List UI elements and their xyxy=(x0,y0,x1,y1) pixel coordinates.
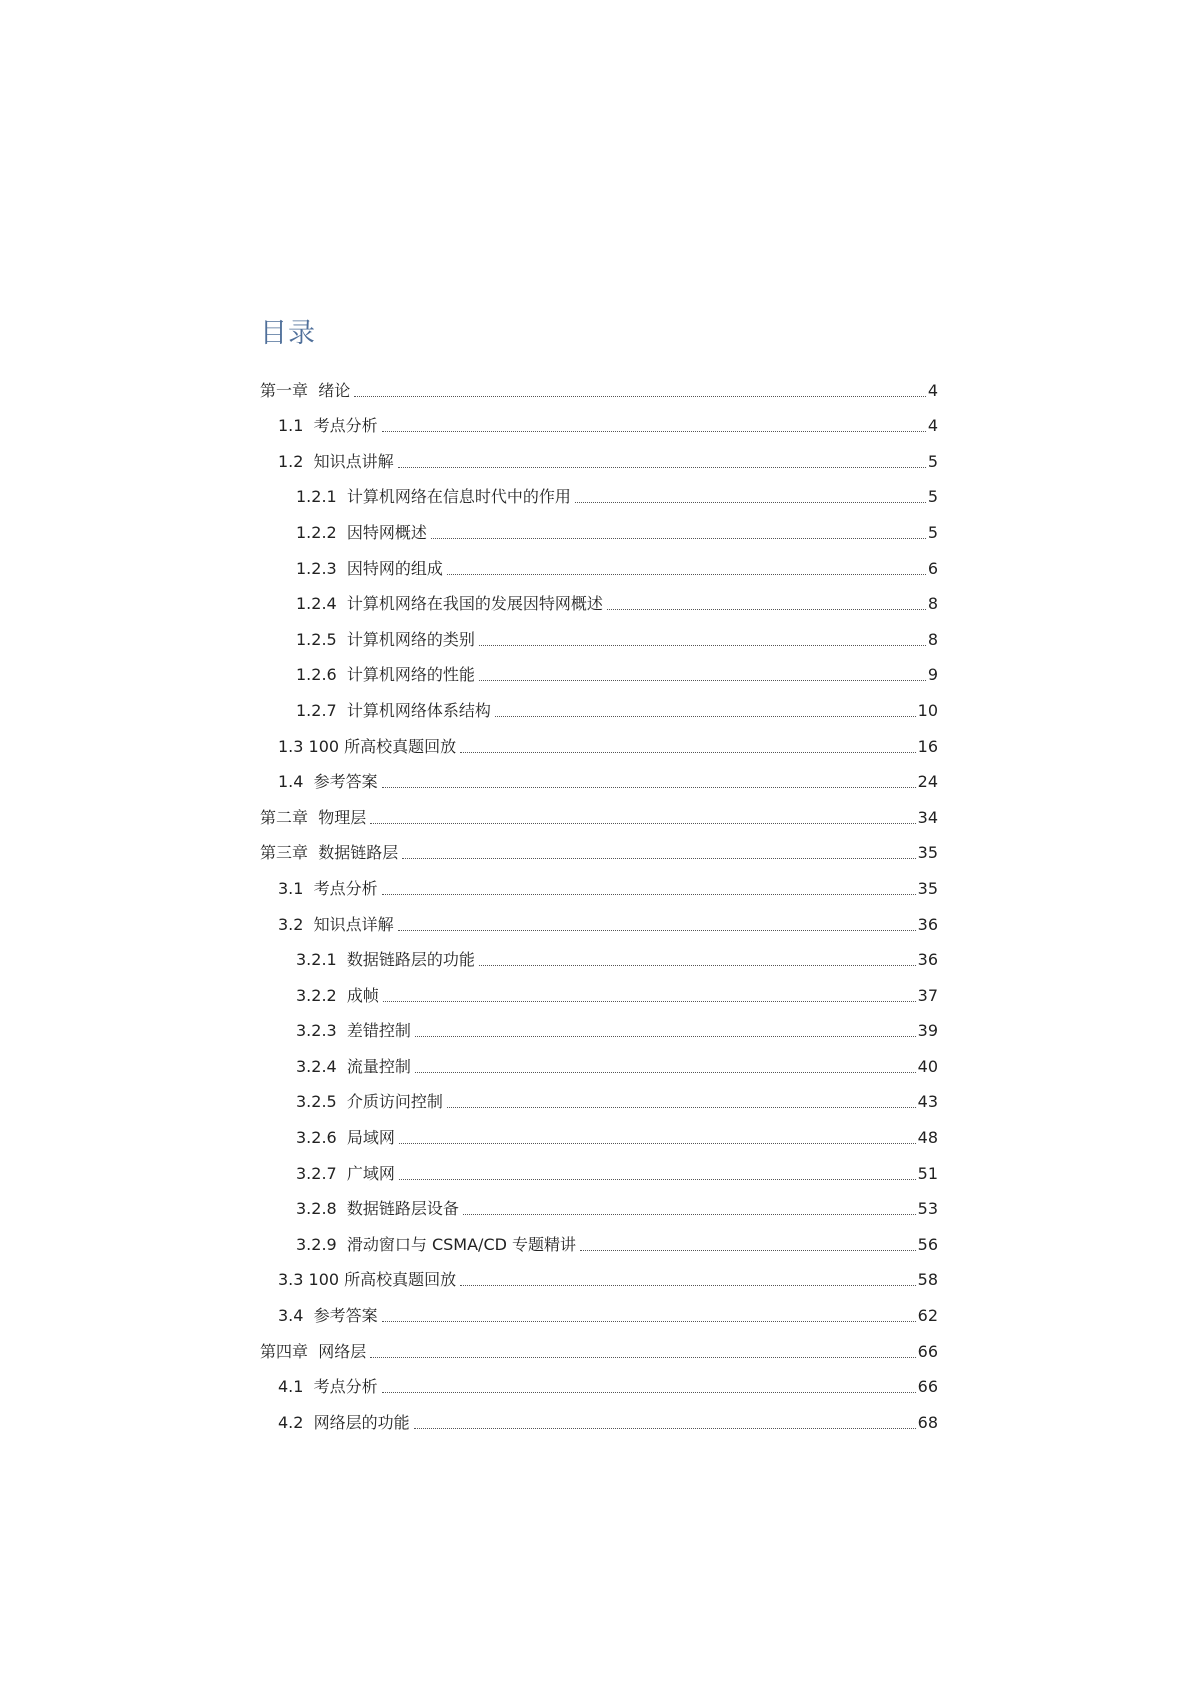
toc-entry[interactable] xyxy=(260,899,938,935)
toc-dot-leader xyxy=(460,751,915,753)
toc-entry-page-number: 53 xyxy=(917,1199,938,1219)
toc-entry[interactable] xyxy=(260,650,938,686)
toc-entry-page-number: 62 xyxy=(917,1306,938,1326)
toc-entry-number: 3.2.2 xyxy=(296,985,347,1005)
toc-entry-number: 3.4 xyxy=(278,1306,314,1326)
toc-entry-label: 计算机网络体系结构 xyxy=(346,700,491,720)
toc-entry-label: 滑动窗口与 CSMA/CD 专题精讲 xyxy=(346,1234,577,1254)
toc-entry-label: 因特网的组成 xyxy=(346,558,443,578)
toc-entry-number: 3.3 xyxy=(278,1270,309,1290)
toc-entry-label: 网络层的功能 xyxy=(313,1412,410,1432)
toc-dot-leader xyxy=(382,430,926,432)
toc-entry-number: 1.2.4 xyxy=(296,594,347,614)
toc-entry[interactable] xyxy=(260,1077,938,1113)
toc-dot-leader xyxy=(370,1356,915,1358)
toc-dot-leader xyxy=(414,1427,916,1429)
toc-entry-label: 计算机网络在信息时代中的作用 xyxy=(346,487,571,507)
toc-entry-number: 3.2.1 xyxy=(296,950,347,970)
toc-dot-leader xyxy=(460,1284,915,1286)
toc-entry-number: 1.2.6 xyxy=(296,665,347,685)
toc-entry-page-number: 5 xyxy=(927,451,938,471)
toc-entry-page-number: 5 xyxy=(927,522,938,542)
toc-entry-number: 1.2.2 xyxy=(296,522,347,542)
toc-entry[interactable] xyxy=(260,1290,938,1326)
toc-entry[interactable] xyxy=(260,1006,938,1042)
toc-dot-leader xyxy=(580,1249,916,1251)
toc-entry-number: 3.2.3 xyxy=(296,1021,347,1041)
toc-entry-page-number: 34 xyxy=(917,807,938,827)
toc-entry-number: 1.4 xyxy=(278,772,314,792)
toc-dot-leader xyxy=(575,501,926,503)
toc-dot-leader xyxy=(415,1035,916,1037)
toc-entry-label: 知识点讲解 xyxy=(313,451,394,471)
toc-entry[interactable] xyxy=(260,1326,938,1362)
toc-entry-number: 3.2.6 xyxy=(296,1128,347,1148)
toc-entry[interactable] xyxy=(260,1255,938,1291)
toc-entry-label: 流量控制 xyxy=(346,1056,411,1076)
toc-entry-number: 3.2.7 xyxy=(296,1163,347,1183)
toc-entry-number: 3.2.8 xyxy=(296,1199,347,1219)
toc-dot-leader xyxy=(382,1391,916,1393)
toc-dot-leader xyxy=(399,1142,916,1144)
toc-entry-label: 局域网 xyxy=(346,1128,395,1148)
toc-entry-label: 成帧 xyxy=(346,985,379,1005)
toc-entry-page-number: 66 xyxy=(917,1341,938,1361)
toc-entry-number: 3.2.5 xyxy=(296,1092,347,1112)
toc-entry-page-number: 16 xyxy=(917,736,938,756)
toc-entry-label: 参考答案 xyxy=(313,1306,378,1326)
toc-entry-page-number: 10 xyxy=(917,700,938,720)
toc-entry-label: 计算机网络在我国的发展因特网概述 xyxy=(346,594,603,614)
toc-entry-page-number: 8 xyxy=(927,629,938,649)
toc-entry-page-number: 48 xyxy=(917,1128,938,1148)
toc-entry-number: 3.1 xyxy=(278,878,314,898)
toc-entry-label: 100 所高校真题回放 xyxy=(308,1270,457,1290)
toc-entry-page-number: 36 xyxy=(917,950,938,970)
toc-entry[interactable] xyxy=(260,1362,938,1398)
toc-entry-page-number: 4 xyxy=(927,416,938,436)
toc-entry-page-number: 8 xyxy=(927,594,938,614)
toc-entry-label: 绪论 xyxy=(318,380,351,400)
toc-dot-leader xyxy=(463,1213,916,1215)
toc-entry[interactable] xyxy=(260,792,938,828)
toc-dot-leader xyxy=(415,1071,916,1073)
toc-dot-leader xyxy=(383,1000,916,1002)
toc-entry[interactable] xyxy=(260,1184,938,1220)
toc-entry[interactable] xyxy=(260,365,938,401)
toc-entry[interactable] xyxy=(260,1219,938,1255)
toc-dot-leader xyxy=(382,786,916,788)
toc-entry[interactable] xyxy=(260,828,938,864)
toc-entry-label: 物理层 xyxy=(318,807,367,827)
toc-entry-page-number: 40 xyxy=(917,1056,938,1076)
toc-entry[interactable] xyxy=(260,721,938,757)
toc-entry-page-number: 51 xyxy=(917,1163,938,1183)
toc-title: 目录 xyxy=(260,318,316,349)
toc-entry-page-number: 35 xyxy=(917,843,938,863)
toc-entry[interactable] xyxy=(260,579,938,615)
toc-entry-page-number: 4 xyxy=(927,380,938,400)
toc-entry-page-number: 66 xyxy=(917,1377,938,1397)
toc-entry-label: 考点分析 xyxy=(313,878,378,898)
toc-entry-number: 1.2.3 xyxy=(296,558,347,578)
toc-dot-leader xyxy=(479,644,926,646)
toc-entry-number: 1.2.7 xyxy=(296,700,347,720)
table-of-contents xyxy=(260,365,938,1433)
toc-entry[interactable] xyxy=(260,935,938,971)
toc-entry-label: 考点分析 xyxy=(313,1377,378,1397)
toc-entry-label: 因特网概述 xyxy=(346,522,427,542)
toc-dot-leader xyxy=(431,537,926,539)
toc-entry-number: 1.2.1 xyxy=(296,487,347,507)
toc-entry-number: 1.2 xyxy=(278,451,314,471)
toc-entry-page-number: 56 xyxy=(917,1234,938,1254)
toc-entry-number: 3.2 xyxy=(278,914,314,934)
toc-entry-page-number: 35 xyxy=(917,878,938,898)
toc-entry-label: 参考答案 xyxy=(313,772,378,792)
toc-dot-leader xyxy=(447,573,926,575)
toc-entry-page-number: 5 xyxy=(927,487,938,507)
toc-entry[interactable] xyxy=(260,507,938,543)
toc-entry[interactable] xyxy=(260,1397,938,1433)
toc-dot-leader xyxy=(399,1178,916,1180)
toc-dot-leader xyxy=(479,964,916,966)
toc-entry-label: 知识点详解 xyxy=(313,914,394,934)
toc-entry-page-number: 43 xyxy=(917,1092,938,1112)
toc-entry-number: 第一章 xyxy=(260,380,319,400)
toc-entry-label: 数据链路层的功能 xyxy=(346,950,475,970)
toc-entry-label: 介质访问控制 xyxy=(346,1092,443,1112)
toc-entry-page-number: 37 xyxy=(917,985,938,1005)
toc-entry-number: 4.2 xyxy=(278,1412,314,1432)
toc-entry[interactable] xyxy=(260,757,938,793)
toc-dot-leader xyxy=(398,466,926,468)
toc-entry-number: 第二章 xyxy=(260,807,319,827)
toc-entry-page-number: 24 xyxy=(917,772,938,792)
toc-entry-page-number: 36 xyxy=(917,914,938,934)
toc-entry[interactable] xyxy=(260,1112,938,1148)
toc-dot-leader xyxy=(479,679,926,681)
toc-entry[interactable] xyxy=(260,472,938,508)
toc-entry-label: 100 所高校真题回放 xyxy=(308,736,457,756)
toc-entry-number: 4.1 xyxy=(278,1377,314,1397)
toc-dot-leader xyxy=(447,1106,916,1108)
toc-entry-label: 计算机网络的性能 xyxy=(346,665,475,685)
toc-entry-page-number: 58 xyxy=(917,1270,938,1290)
toc-entry-page-number: 68 xyxy=(917,1412,938,1432)
toc-entry-label: 差错控制 xyxy=(346,1021,411,1041)
toc-entry-page-number: 6 xyxy=(927,558,938,578)
toc-entry-label: 网络层 xyxy=(318,1341,367,1361)
toc-entry-label: 数据链路层设备 xyxy=(346,1199,459,1219)
toc-dot-leader xyxy=(402,857,915,859)
toc-entry-label: 数据链路层 xyxy=(318,843,399,863)
toc-dot-leader xyxy=(398,929,916,931)
toc-dot-leader xyxy=(382,893,916,895)
toc-entry[interactable] xyxy=(260,401,938,437)
toc-entry[interactable] xyxy=(260,543,938,579)
toc-entry[interactable] xyxy=(260,1041,938,1077)
toc-entry-page-number: 39 xyxy=(917,1021,938,1041)
toc-entry[interactable] xyxy=(260,1148,938,1184)
toc-dot-leader xyxy=(354,395,926,397)
toc-entry-number: 1.2.5 xyxy=(296,629,347,649)
toc-entry-page-number: 9 xyxy=(927,665,938,685)
toc-dot-leader xyxy=(370,822,915,824)
toc-entry-label: 考点分析 xyxy=(313,416,378,436)
toc-entry-number: 第三章 xyxy=(260,843,319,863)
toc-entry[interactable] xyxy=(260,436,938,472)
toc-dot-leader xyxy=(607,608,926,610)
toc-entry[interactable] xyxy=(260,614,938,650)
toc-entry-number: 1.1 xyxy=(278,416,314,436)
toc-dot-leader xyxy=(382,1320,916,1322)
toc-dot-leader xyxy=(495,715,916,717)
toc-entry-number: 1.3 xyxy=(278,736,309,756)
toc-entry-label: 计算机网络的类别 xyxy=(346,629,475,649)
toc-entry-number: 第四章 xyxy=(260,1341,319,1361)
toc-entry-number: 3.2.4 xyxy=(296,1056,347,1076)
toc-entry[interactable] xyxy=(260,863,938,899)
toc-entry-number: 3.2.9 xyxy=(296,1234,347,1254)
toc-entry[interactable] xyxy=(260,685,938,721)
toc-entry-label: 广域网 xyxy=(346,1163,395,1183)
toc-entry[interactable] xyxy=(260,970,938,1006)
